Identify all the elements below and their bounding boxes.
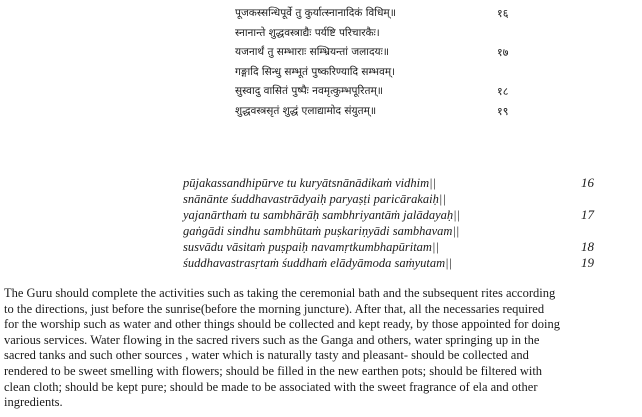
devanagari-verse-text: स्नानान्ते शुद्धवस्त्राद्यैः पर्यष्टि परिचारकैः। <box>235 26 380 39</box>
paragraph-line: various services. Water flowing in the sacred rivers such as the Ganga and others, water springing up in the <box>4 332 540 347</box>
transliteration-text: pūjakassandhipūrve tu kuryātsnānādikaṁ vidhim|| <box>183 176 437 190</box>
paragraph-line: for the worship such as water and other things should be collected and kept ready, by those appointed for doing <box>4 317 560 332</box>
transliteration-text: susvādu vāsitaṁ puṣpaiḥ navamṛtkumbhapūritam|| <box>183 240 439 254</box>
devanagari-verse-text: यजनार्थं तु सम्भाराः सम्भ्रियन्तां जलादयः॥ <box>235 46 390 58</box>
transliteration-text: gaṅgādi sindhu sambhūtaṁ puṣkariṇyādi sambhavam|| <box>183 224 460 238</box>
paragraph-line: The Guru should complete the activities such as taking the ceremonial bath and the subsequent rites according <box>4 286 556 300</box>
verse-number: १७ <box>497 46 509 59</box>
devanagari-verse-text: सुस्वादु वासितं पुष्पैः नवमृत्कुम्भपूरितम्॥ <box>235 85 384 97</box>
devanagari-verse-line <box>235 102 595 122</box>
paragraph-line: rendered to be sweet smelling with flowers; should be filled in the new earthen pots; should be filtered with <box>4 363 543 378</box>
devanagari-verse-line <box>235 43 595 63</box>
devanagari-verses <box>235 4 595 121</box>
paragraph-line: sacred tanks and such other sources , water which is naturally tasty and pleasant- should be collected and <box>4 348 529 363</box>
paragraph-line: clean cloth; should be kept pure; should be made to be associated with the sweet fragrance of ela and other <box>4 379 538 394</box>
verse-number: १६ <box>497 7 509 20</box>
transliteration-verses <box>183 175 603 271</box>
transliteration-line <box>183 175 603 191</box>
verse-number: 19 <box>581 255 594 270</box>
devanagari-verse-text: गङ्गादि सिन्धु सम्भूतं पुष्करिण्यादि सम्भवम्। <box>235 65 396 78</box>
verse-number: 18 <box>581 239 594 254</box>
devanagari-verse-line <box>235 4 595 24</box>
transliteration-line <box>183 239 603 255</box>
verse-number: 16 <box>581 175 594 190</box>
paragraph-line: ingredients. <box>4 395 63 410</box>
verse-number: १८ <box>497 85 509 98</box>
devanagari-verse-line <box>235 63 595 83</box>
devanagari-verse-text: पूजकस्सन्धिपूर्वे तु कुर्यात्स्नानादिकं विधिम्॥ <box>235 7 396 19</box>
devanagari-verse-text: शुद्धवस्त्रसृतं शुद्धं एलाद्यामोद संयुतम्॥ <box>235 104 377 117</box>
transliteration-line <box>183 223 603 239</box>
transliteration-text: yajanārthaṁ tu sambhārāḥ sambhriyantāṁ jalādayaḥ|| <box>183 208 461 222</box>
devanagari-verse-line <box>235 24 595 44</box>
devanagari-verse-line <box>235 82 595 102</box>
transliteration-line <box>183 207 603 223</box>
transliteration-line <box>183 255 603 271</box>
translation-paragraph <box>4 286 638 411</box>
verse-number: १९ <box>497 104 509 118</box>
transliteration-line <box>183 191 603 207</box>
paragraph-line: to the directions, just before the sunrise(before the morning juncture). After that, all the necessaries required <box>4 301 545 316</box>
verse-number: 17 <box>581 207 594 222</box>
transliteration-text: snānānte śuddhavastrādyaiḥ paryaṣṭi paricārakaiḥ|| <box>183 192 446 206</box>
transliteration-text: śuddhavastrasṛtaṁ śuddhaṁ elādyāmoda saṁyutam|| <box>183 256 453 270</box>
